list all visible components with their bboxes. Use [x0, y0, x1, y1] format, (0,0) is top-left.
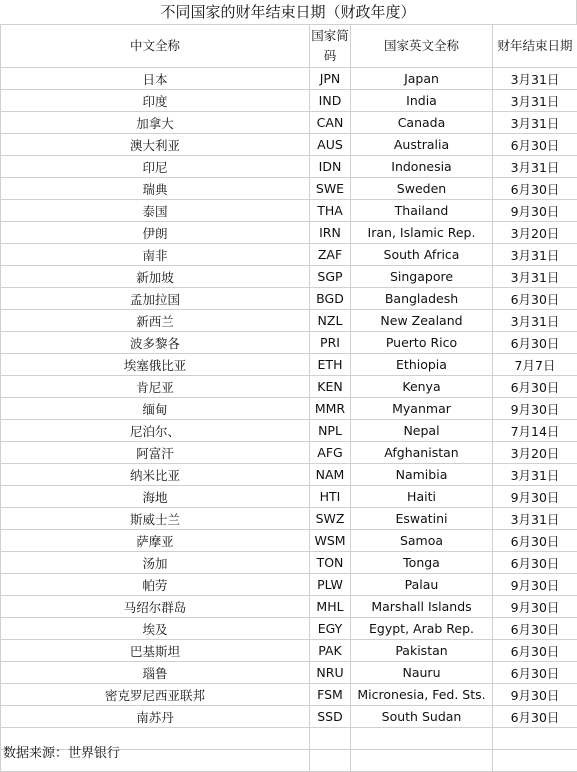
cell-en-name: Canada: [351, 112, 493, 134]
cell-fy-end: 9月30日: [493, 684, 577, 706]
cell-en-name: Namibia: [351, 464, 493, 486]
cell-cn-name: 加拿大: [1, 112, 310, 134]
cell-fy-end: 9月30日: [493, 574, 577, 596]
cell-code: PRI: [310, 332, 351, 354]
cell-code: AFG: [310, 442, 351, 464]
cell-code: SWZ: [310, 508, 351, 530]
cell-code: NPL: [310, 420, 351, 442]
cell-code: CAN: [310, 112, 351, 134]
cell-en-name: Iran, Islamic Rep.: [351, 222, 493, 244]
cell-fy-end: 7月14日: [493, 420, 577, 442]
cell-code: NRU: [310, 662, 351, 684]
table-title: 不同国家的财年结束日期（财政年度）: [0, 0, 577, 24]
table-row: [1, 552, 577, 574]
cell-en-name: Puerto Rico: [351, 332, 493, 354]
cell-fy-end: 6月30日: [493, 618, 577, 640]
cell-cn-name: 巴基斯坦: [1, 640, 310, 662]
table-row: [1, 618, 577, 640]
cell-cn-name: 阿富汗: [1, 442, 310, 464]
cell-fy-end: 9月30日: [493, 596, 577, 618]
table-row: [1, 376, 577, 398]
cell-code: NZL: [310, 310, 351, 332]
cell-en-name: Afghanistan: [351, 442, 493, 464]
cell-cn-name: 纳米比亚: [1, 464, 310, 486]
cell-code: FSM: [310, 684, 351, 706]
cell-fy-end: 3月31日: [493, 156, 577, 178]
cell-code: SSD: [310, 706, 351, 728]
cell-fy-end: 3月31日: [493, 464, 577, 486]
table-row: [1, 288, 577, 310]
table-row: [1, 464, 577, 486]
cell-fy-end: 9月30日: [493, 398, 577, 420]
header-row: [1, 25, 577, 68]
cell-cn-name: 新西兰: [1, 310, 310, 332]
cell-cn-name: 新加坡: [1, 266, 310, 288]
cell-en-name: Tonga: [351, 552, 493, 574]
cell-en-name: Egypt, Arab Rep.: [351, 618, 493, 640]
empty-cell: [351, 728, 493, 750]
cell-en-name: Ethiopia: [351, 354, 493, 376]
cell-cn-name: 南苏丹: [1, 706, 310, 728]
header-code: 国家简码: [310, 25, 351, 68]
cell-code: PAK: [310, 640, 351, 662]
cell-cn-name: 汤加: [1, 552, 310, 574]
cell-fy-end: 6月30日: [493, 530, 577, 552]
table-row: [1, 662, 577, 684]
cell-cn-name: 肯尼亚: [1, 376, 310, 398]
cell-en-name: Haiti: [351, 486, 493, 508]
table-row: [1, 222, 577, 244]
table-row: [1, 156, 577, 178]
cell-fy-end: 3月31日: [493, 244, 577, 266]
table-row: [1, 244, 577, 266]
cell-en-name: Thailand: [351, 200, 493, 222]
cell-code: PLW: [310, 574, 351, 596]
cell-code: WSM: [310, 530, 351, 552]
cell-fy-end: 6月30日: [493, 662, 577, 684]
cell-en-name: Nepal: [351, 420, 493, 442]
cell-cn-name: 尼泊尔、: [1, 420, 310, 442]
table-row: [1, 596, 577, 618]
cell-cn-name: 南非: [1, 244, 310, 266]
cell-code: KEN: [310, 376, 351, 398]
cell-code: SWE: [310, 178, 351, 200]
cell-en-name: Myanmar: [351, 398, 493, 420]
cell-cn-name: 密克罗尼西亚联邦: [1, 684, 310, 706]
empty-cell: [310, 728, 351, 750]
cell-en-name: Nauru: [351, 662, 493, 684]
cell-code: THA: [310, 200, 351, 222]
cell-cn-name: 埃塞俄比亚: [1, 354, 310, 376]
cell-cn-name: 萨摩亚: [1, 530, 310, 552]
cell-cn-name: 澳大利亚: [1, 134, 310, 156]
cell-code: IRN: [310, 222, 351, 244]
cell-en-name: Japan: [351, 68, 493, 90]
fiscal-year-table: [0, 24, 577, 772]
cell-en-name: Bangladesh: [351, 288, 493, 310]
table-row: [1, 134, 577, 156]
table-row: [1, 332, 577, 354]
table-row: [1, 574, 577, 596]
cell-code: ZAF: [310, 244, 351, 266]
empty-cell: [310, 750, 351, 772]
cell-en-name: New Zealand: [351, 310, 493, 332]
header-en-name: 国家英文全称: [351, 25, 493, 68]
cell-code: IDN: [310, 156, 351, 178]
cell-code: SGP: [310, 266, 351, 288]
empty-cell: [351, 750, 493, 772]
cell-en-name: Palau: [351, 574, 493, 596]
cell-fy-end: 3月31日: [493, 310, 577, 332]
cell-en-name: Eswatini: [351, 508, 493, 530]
cell-code: MHL: [310, 596, 351, 618]
cell-cn-name: 帕劳: [1, 574, 310, 596]
header-fy-end: 财年结束日期: [493, 25, 577, 68]
cell-cn-name: 缅甸: [1, 398, 310, 420]
cell-fy-end: 3月31日: [493, 508, 577, 530]
cell-code: ETH: [310, 354, 351, 376]
table-row: [1, 68, 577, 90]
cell-fy-end: 6月30日: [493, 134, 577, 156]
cell-en-name: Samoa: [351, 530, 493, 552]
cell-en-name: Indonesia: [351, 156, 493, 178]
cell-cn-name: 波多黎各: [1, 332, 310, 354]
table-row: [1, 420, 577, 442]
cell-en-name: Marshall Islands: [351, 596, 493, 618]
cell-cn-name: 印尼: [1, 156, 310, 178]
table-row: [1, 178, 577, 200]
table-row: [1, 530, 577, 552]
cell-code: JPN: [310, 68, 351, 90]
cell-fy-end: 3月31日: [493, 112, 577, 134]
cell-code: HTI: [310, 486, 351, 508]
table-row: [1, 310, 577, 332]
cell-cn-name: 海地: [1, 486, 310, 508]
cell-en-name: Singapore: [351, 266, 493, 288]
header-cn-name: 中文全称: [1, 25, 310, 68]
data-source-note: 数据来源：世界银行: [3, 744, 120, 764]
cell-cn-name: 马绍尔群岛: [1, 596, 310, 618]
cell-cn-name: 日本: [1, 68, 310, 90]
table-row: [1, 200, 577, 222]
cell-code: EGY: [310, 618, 351, 640]
cell-en-name: South Africa: [351, 244, 493, 266]
cell-code: TON: [310, 552, 351, 574]
cell-code: AUS: [310, 134, 351, 156]
empty-cell: [493, 728, 577, 750]
cell-en-name: Micronesia, Fed. Sts.: [351, 684, 493, 706]
cell-fy-end: 6月30日: [493, 706, 577, 728]
cell-code: BGD: [310, 288, 351, 310]
cell-en-name: Pakistan: [351, 640, 493, 662]
cell-fy-end: 7月7日: [493, 354, 577, 376]
cell-fy-end: 3月20日: [493, 222, 577, 244]
cell-fy-end: 3月31日: [493, 68, 577, 90]
cell-code: NAM: [310, 464, 351, 486]
cell-en-name: Australia: [351, 134, 493, 156]
cell-fy-end: 6月30日: [493, 640, 577, 662]
cell-fy-end: 6月30日: [493, 178, 577, 200]
cell-code: MMR: [310, 398, 351, 420]
cell-en-name: South Sudan: [351, 706, 493, 728]
cell-cn-name: 孟加拉国: [1, 288, 310, 310]
table-row: [1, 442, 577, 464]
cell-code: IND: [310, 90, 351, 112]
cell-fy-end: 6月30日: [493, 552, 577, 574]
cell-cn-name: 泰国: [1, 200, 310, 222]
cell-en-name: India: [351, 90, 493, 112]
cell-fy-end: 3月20日: [493, 442, 577, 464]
cell-en-name: Sweden: [351, 178, 493, 200]
table-row: [1, 90, 577, 112]
table-row: [1, 398, 577, 420]
cell-fy-end: 9月30日: [493, 200, 577, 222]
table-row: [1, 684, 577, 706]
table-row: [1, 266, 577, 288]
cell-fy-end: 6月30日: [493, 332, 577, 354]
table-row: [1, 640, 577, 662]
cell-cn-name: 斯威士兰: [1, 508, 310, 530]
empty-cell: [493, 750, 577, 772]
cell-cn-name: 印度: [1, 90, 310, 112]
cell-fy-end: 6月30日: [493, 288, 577, 310]
cell-fy-end: 3月31日: [493, 90, 577, 112]
cell-cn-name: 瑙鲁: [1, 662, 310, 684]
cell-cn-name: 伊朗: [1, 222, 310, 244]
cell-en-name: Kenya: [351, 376, 493, 398]
table-row: [1, 354, 577, 376]
cell-cn-name: 瑞典: [1, 178, 310, 200]
cell-cn-name: 埃及: [1, 618, 310, 640]
table-row: [1, 112, 577, 134]
cell-fy-end: 6月30日: [493, 376, 577, 398]
table-row: [1, 508, 577, 530]
cell-fy-end: 9月30日: [493, 486, 577, 508]
table-row: [1, 486, 577, 508]
table-row: [1, 706, 577, 728]
cell-fy-end: 3月31日: [493, 266, 577, 288]
